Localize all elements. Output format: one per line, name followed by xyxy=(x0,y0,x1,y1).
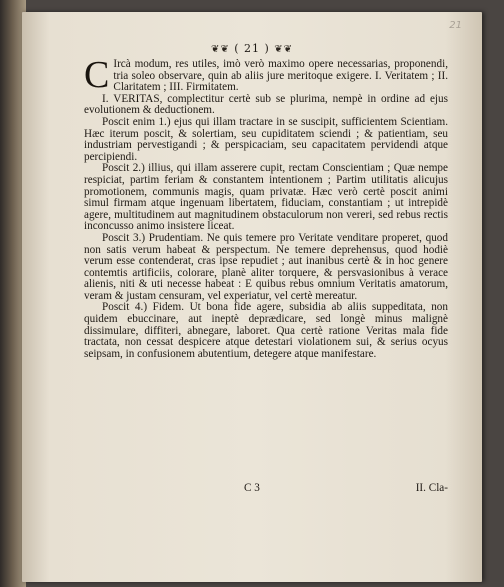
ornament-left-icon: ❦❦ xyxy=(210,44,230,55)
signature-mark: C 3 xyxy=(244,482,260,494)
paragraph: Poscit enim 1.) ejus qui illam tractare in se suscipit, sufficientem Scientiam. Hæc iterum poscit, & solertiam, seu cupiditatem sciendi ; & patientiam, seu industriam pervestigandi ; & perspicaciam, seu capacitatem pervidendi atque percipiendi. xyxy=(84,115,448,163)
page-number: ( 21 ) xyxy=(234,42,270,55)
book-page xyxy=(22,12,482,582)
paragraph: Poscit 2.) illius, qui illam asserere cupit, rectam Conscientiam ; Quæ nempe respiciat, partim feriam & constantem intentionem ; Partim utilitatis alicujus promotionem, communis magis, quam privatæ. Hæc verò certè poscit animi simul firmam atque ingenuam libertatem, fiduciam, constantiam ; ut intrepidè agere, multitudinem aut magnitudinem obstaculorum non vereri, sed rebus rectis inconcusso animo insistere liceat. xyxy=(84,162,448,233)
paragraph-intro xyxy=(84,54,448,96)
paragraph: Poscit 4.) Fidem. Ut bona fide agere, subsidia ab aliis suppeditata, non quidem ebuccinare, aut ineptè deprædicare, sed longè minus malignè dissimulare, diffiteri, abnegare, laboret. Qua certè ratione Veritas mala fide tractata, non cessat despicere atque detestari violationem sui, & serius ocyus seipsam, in confusionem abutentium, detegere atque manifestare. xyxy=(84,301,448,360)
paragraph: Poscit 3.) Prudentiam. Ne quis temere pro Veritate venditare properet, quod non satis verum habeat & perspectum. Ne temere deprehensus, quod hodiè verum esse contenderat, cras ipse repudiet ; aut inanibus certè & in hoc genere contemtis artificiis, colorare, planè aliter torquere, & persvasionibus à verace alienis, niti & uti necesse habeat : E quibus rebus omnium Veritatis amatorum, veram & justam censuram, vel experiatur, vel certè mereatur. xyxy=(84,231,448,302)
drop-cap: C xyxy=(84,54,110,96)
paragraph: I. VERITAS, complectitur certè sub se plurima, nempè in ordine ad ejus evolutionem & deductionem. xyxy=(84,92,448,117)
body-text xyxy=(84,54,448,360)
catchword: II. Cla- xyxy=(415,482,448,494)
paragraph-intro-text: Ircà modum, res utiles, imò verò maximo opere necessarias, proponendi, tria soleo observare, quin ab aliis jure meritoque exigere. I. Veritatem ; II. Claritatem ; III. Firmitatem. xyxy=(113,58,448,94)
ornament-right-icon: ❦❦ xyxy=(274,44,294,55)
pencil-folio-mark: 21 xyxy=(449,20,462,31)
